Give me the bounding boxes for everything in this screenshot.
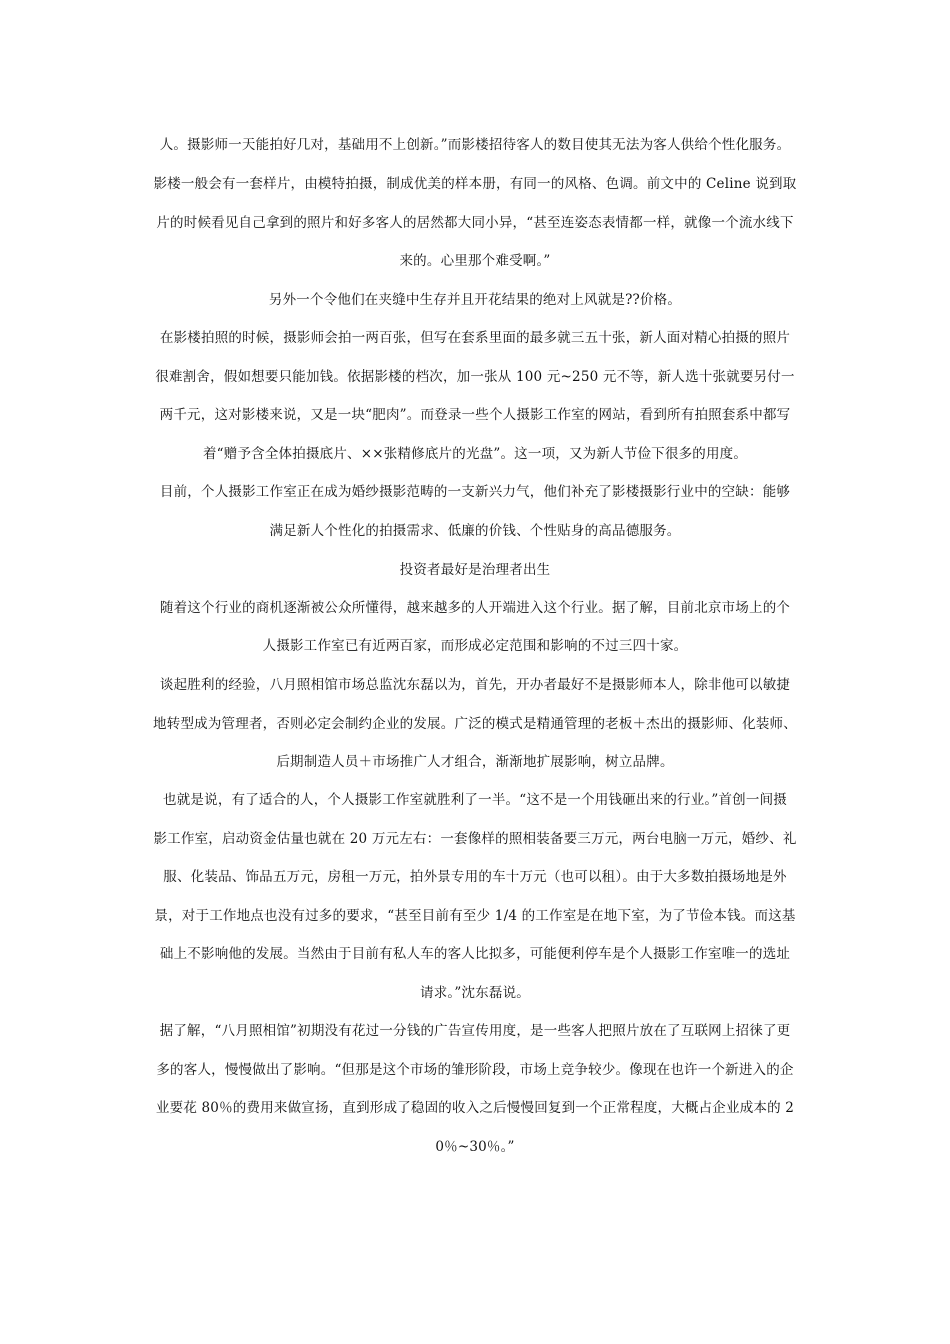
text-line: 来的。心里那个难受啊。”: [399, 253, 551, 269]
text-line: 人。摄影师一天能拍好几对，基础用不上创新。”而影楼招待客人的数目使其无法为客人供给个性化服务。: [159, 137, 791, 153]
text-line: 景，对于工作地点也没有过多的要求，“甚至目前有至少 1/4 的工作室是在地下室，为了节俭本钱。而这基: [154, 908, 796, 924]
text-line: 请求。”沈东磊说。: [420, 985, 530, 1001]
text-line: 础上不影响他的发展。当然由于目前有私人车的客人比拟多，可能便利停车是个人摄影工作室唯一的选址: [159, 946, 791, 962]
text-line: 在影楼拍照的时候，摄影师会拍一两百张，但写在套系里面的最多就三五十张，新人面对精心拍摄的照片: [159, 330, 791, 346]
text-line: 多的客人，慢慢做出了影响。“但那是这个市场的雏形阶段，市场上竞争较少。像现在也许一个新进入的企: [156, 1062, 794, 1078]
text-line: 人摄影工作室已有近两百家，而形成必定范围和影响的不过三四十家。: [262, 638, 688, 654]
text-line: 着“赠予含全体拍摄底片、××张精修底片的光盘”。这一项，又为新人节俭下很多的用度。: [202, 446, 748, 462]
text-line: 两千元，这对影楼来说，又是一块“肥肉”。而登录一些个人摄影工作室的网站，看到所有拍照套系中都写: [159, 407, 791, 423]
text-line: 也就是说，有了适合的人，个人摄影工作室就胜利了一半。“这不是一个用钱砸出来的行业。”首创一间摄: [163, 792, 787, 808]
text-line: 地转型成为管理者，否则必定会制约企业的发展。广泛的模式是精通管理的老板＋杰出的摄影师、化装师、: [153, 716, 797, 732]
text-line: 影楼一般会有一套样片，由模特拍摄，制成优美的样本册，有同一的风格、色调。前文中的 Celine 说到取: [153, 176, 797, 192]
text-line: 服、化装品、饰品五万元，房租一万元，拍外景专用的车十万元（也可以租）。由于大多数拍摄场地是外: [163, 869, 787, 885]
text-line: 目前，个人摄影工作室正在成为婚纱摄影范畴的一支新兴力气，他们补充了影楼摄影行业中的空缺：能够: [159, 484, 791, 500]
text-line: 影工作室，启动资金估量也就在 20 万元左右：一套像样的照相装备要三万元，两台电脑一万元，婚纱、礼: [153, 831, 797, 847]
text-line: 随着这个行业的商机逐渐被公众所懂得，越来越多的人开端进入这个行业。据了解，目前北京市场上的个: [159, 600, 791, 616]
section-heading: 投资者最好是治理者出生: [399, 562, 551, 578]
text-line: 另外一个令他们在夹缝中生存并且开花结果的绝对上风就是??价格。: [268, 292, 682, 308]
text-line: 谈起胜利的经验，八月照相馆市场总监沈东磊以为，首先，开办者最好不是摄影师本人，除非他可以敏捷: [159, 677, 791, 693]
text-line: 片的时候看见自己拿到的照片和好多客人的居然都大同小异，“甚至连姿态表情都一样，就像一个流水线下: [156, 215, 794, 231]
text-line: 后期制造人员＋市场推广人才组合，渐渐地扩展影响，树立品牌。: [276, 754, 674, 770]
text-line: 据了解，“八月照相馆”初期没有花过一分钱的广告宣传用度，是一些客人把照片放在了互联网上招徕了更: [159, 1023, 791, 1039]
text-line: 业要花 80％的费用来做宣扬，直到形成了稳固的收入之后慢慢回复到一个正常程度，大概占企业成本的 2: [155, 1100, 795, 1116]
text-line: 满足新人个性化的拍摄需求、低廉的价钱、个性贴身的高品德服务。: [269, 523, 681, 539]
text-line: 0％~30％。”: [435, 1139, 515, 1155]
text-line: 很难割舍，假如想要只能加钱。依据影楼的档次，加一张从 100 元~250 元不等，新人选十张就要另付一: [155, 369, 795, 385]
